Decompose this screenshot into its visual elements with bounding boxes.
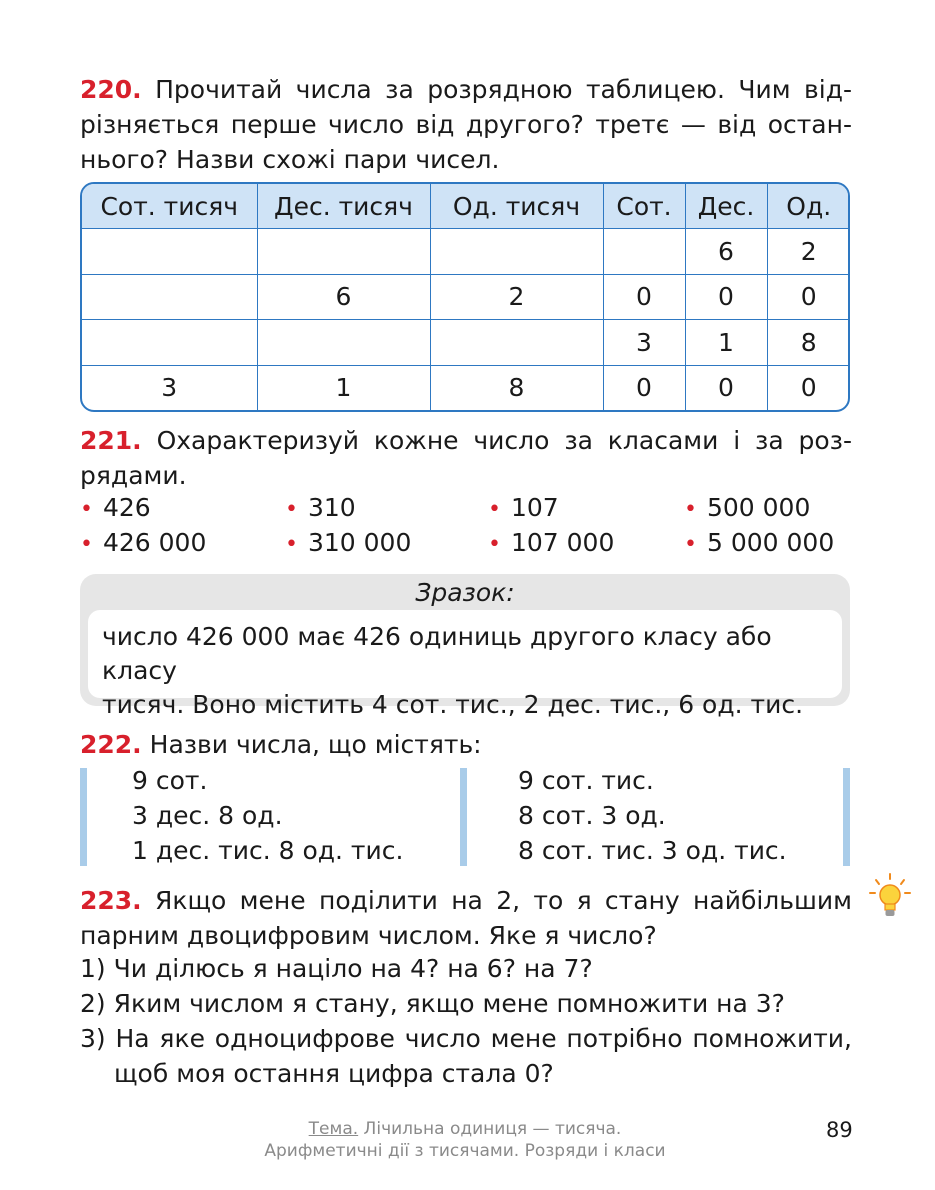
sample-line1: число 426 000 має 426 одиниць другого класу або класу: [102, 622, 772, 685]
header-ten-thousands: Дес. тисяч: [257, 184, 430, 229]
list-item: 8 сот. тис. 3 од. тис.: [518, 836, 787, 865]
page-number: 89: [826, 1118, 853, 1142]
ex221-line2: рядами.: [80, 461, 187, 490]
header-tens: Дес.: [685, 184, 767, 229]
ex223-question-3a: 3) На яке одноцифрове число мене потрібно помножити,: [80, 1024, 852, 1053]
table-header-row: [82, 184, 850, 229]
list-item: 9 сот.: [132, 766, 208, 795]
ex222-number: 222.: [80, 730, 142, 759]
table-row: [82, 274, 850, 320]
ex221-text: [80, 423, 852, 493]
right-bar: [843, 768, 850, 866]
table-cell: 1: [685, 320, 767, 366]
place-value-table: [80, 182, 850, 412]
sample-line2: тисяч. Воно містить 4 сот. тис., 2 дес. тис., 6 од. тис.: [102, 690, 804, 719]
table-row: [82, 365, 850, 410]
table-cell: 6: [257, 274, 430, 320]
bullet-icon: •: [684, 532, 697, 557]
table-cell: [82, 274, 257, 320]
table-row: [82, 229, 850, 275]
ex222-left-column: [132, 763, 403, 868]
table-cell: 3: [82, 365, 257, 410]
ex220-line3: нього? Назви схожі пари чисел.: [80, 145, 500, 174]
table-cell: [82, 229, 257, 275]
table-cell: 8: [430, 365, 603, 410]
table-cell: [603, 229, 685, 275]
table-cell: [430, 320, 603, 366]
ex223-text: [80, 883, 852, 953]
middle-bar: [460, 768, 467, 866]
table-cell: [430, 229, 603, 275]
list-item: • 310 000: [285, 528, 412, 557]
list-item: • 107 000: [488, 528, 615, 557]
ex220-line1: Прочитай числа за розрядною таблицею. Чим від-: [155, 75, 852, 104]
header-ones: Од.: [767, 184, 850, 229]
ex223-question-1: 1) Чи ділюсь я націло на 4? на 6? на 7?: [80, 954, 593, 983]
ex220-line2: різняється перше число від другого? третє — від остан-: [80, 110, 852, 139]
list-item: • 5 000 000: [684, 528, 835, 557]
ex220-text: [80, 72, 852, 177]
table-cell: 0: [685, 365, 767, 410]
ex223-question-2: 2) Яким числом я стану, якщо мене помножити на 3?: [80, 989, 785, 1018]
ex221-line1: Охарактеризуй кожне число за класами і за роз-: [156, 426, 852, 455]
bullet-icon: •: [488, 497, 501, 522]
page-footer: [200, 1118, 730, 1162]
table-cell: 3: [603, 320, 685, 366]
table-cell: 0: [800, 373, 817, 403]
table-row: [82, 320, 850, 366]
header-hundreds: Сот.: [603, 184, 685, 229]
topic-label: Тема.: [308, 1119, 359, 1139]
bullet-icon: •: [80, 497, 93, 522]
ex223-question-3b: щоб моя остання цифра стала 0?: [114, 1059, 554, 1088]
sample-title: Зразок:: [415, 578, 515, 607]
list-item: 3 дес. 8 од.: [132, 801, 283, 830]
ex223-number: 223.: [80, 886, 142, 915]
table-cell: 0: [603, 274, 685, 320]
table-cell: 0: [603, 365, 685, 410]
ex223-line1: Якщо мене поділити на 2, то я стану найбільшим: [155, 886, 853, 915]
table-cell: 6: [685, 229, 767, 275]
table-cell: 0: [685, 274, 767, 320]
ex221-number: 221.: [80, 426, 142, 455]
list-item: • 426 000: [80, 528, 207, 557]
ex222-text: [80, 727, 852, 762]
list-item: • 107: [488, 493, 559, 522]
header-hundred-thousands: Сот. тисяч: [82, 184, 257, 229]
table-cell: 8: [767, 320, 850, 366]
header-thousands: Од. тисяч: [430, 184, 603, 229]
ex222-line: Назви числа, що містять:: [149, 730, 482, 759]
list-item: 1 дес. тис. 8 од. тис.: [132, 836, 404, 865]
ex220-number: 220.: [80, 75, 142, 104]
ex223-question-3: [80, 1024, 852, 1053]
bullet-icon: •: [488, 532, 501, 557]
bullet-icon: •: [684, 497, 697, 522]
ex222-right-column: [518, 763, 787, 868]
table-cell: 1: [257, 365, 430, 410]
lightbulb-icon: [868, 872, 912, 924]
table-cell: [257, 229, 430, 275]
table-cell: 2: [430, 274, 603, 320]
bullet-icon: •: [80, 532, 93, 557]
ex223-line2: парним двоцифровим числом. Яке я число?: [80, 921, 657, 950]
table-cell: 0: [767, 274, 850, 320]
table-cell: [257, 320, 430, 366]
list-item: 9 сот. тис.: [518, 766, 654, 795]
bullet-icon: •: [285, 532, 298, 557]
bullet-icon: •: [285, 497, 298, 522]
sample-text: [88, 610, 842, 719]
table-cell: [82, 320, 257, 366]
list-item: • 426: [80, 493, 151, 522]
list-item: 8 сот. 3 од.: [518, 801, 666, 830]
topic-line1: Лічильна одиниця — тисяча.: [358, 1119, 622, 1139]
list-item: • 500 000: [684, 493, 811, 522]
sample-box: [80, 574, 850, 719]
topic-line2: Арифметичні дії з тисячами. Розряди і класи: [264, 1141, 666, 1161]
table-cell: 2: [767, 229, 850, 275]
left-bar: [80, 768, 87, 866]
list-item: • 310: [285, 493, 356, 522]
